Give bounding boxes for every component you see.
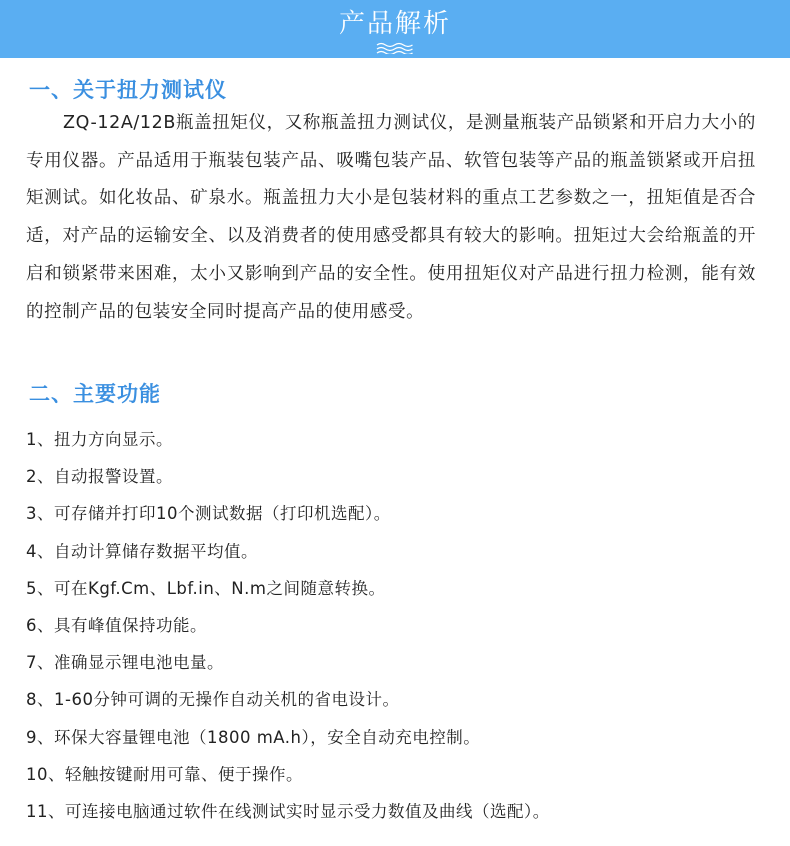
feature-item-1: 1、扭力方向显示。 — [26, 430, 173, 449]
feature-item-5: 5、可在Kgf.Cm、Lbf.in、N.m之间随意转换。 — [26, 578, 386, 598]
feature-item-3: 3、可存储并打印10个测试数据（打印机选配）。 — [26, 504, 391, 524]
feature-item-11: 11、可连接电脑通过软件在线测试实时显示受力数值及曲线（选配）。 — [26, 801, 550, 821]
feature-item-9: 9、环保大容量锂电池（1800 mA.h），安全自动充电控制。 — [26, 727, 481, 747]
feature-list — [26, 421, 550, 830]
feature-item-4: 4、自动计算储存数据平均值。 — [26, 541, 258, 561]
feature-item-2: 2、自动报警设置。 — [26, 467, 173, 487]
wave-icon — [376, 42, 414, 54]
section-heading-about: 一、关于扭力测试仪 — [29, 78, 227, 102]
feature-item-7: 7、准确显示锂电池电量。 — [26, 653, 224, 673]
banner-title: 产品解析 — [338, 9, 451, 39]
header-banner — [0, 0, 790, 58]
feature-item-6: 6、具有峰值保持功能。 — [26, 615, 207, 635]
feature-item-8: 8、1-60分钟可调的无操作自动关机的省电设计。 — [26, 690, 400, 710]
about-paragraph: ZQ-12A/12B瓶盖扭矩仪，又称瓶盖扭力测试仪，是测量瓶装产品锁紧和开启力大小的专用仪器。产品适用于瓶装包装产品、吸嘴包装产品、软管包装等产品的瓶盖锁紧或开启扭矩测试。如化妆品、矿泉水。瓶盖扭力大小是包装材料的重点工艺参数之一，扭矩值是否合适，对产品的运输安全、以及消费者的使用感受都具有较大的影响。扭矩过大会给瓶盖的开启和锁紧带来困难，太小又影响到产品的安全性。使用扭矩仪对产品进行扭力检测，能有效的控制产品的包装安全同时提高产品的使用感受。 — [26, 113, 756, 322]
feature-item-10: 10、轻触按键耐用可靠、便于操作。 — [26, 764, 303, 784]
section-heading-features: 二、主要功能 — [29, 382, 161, 406]
